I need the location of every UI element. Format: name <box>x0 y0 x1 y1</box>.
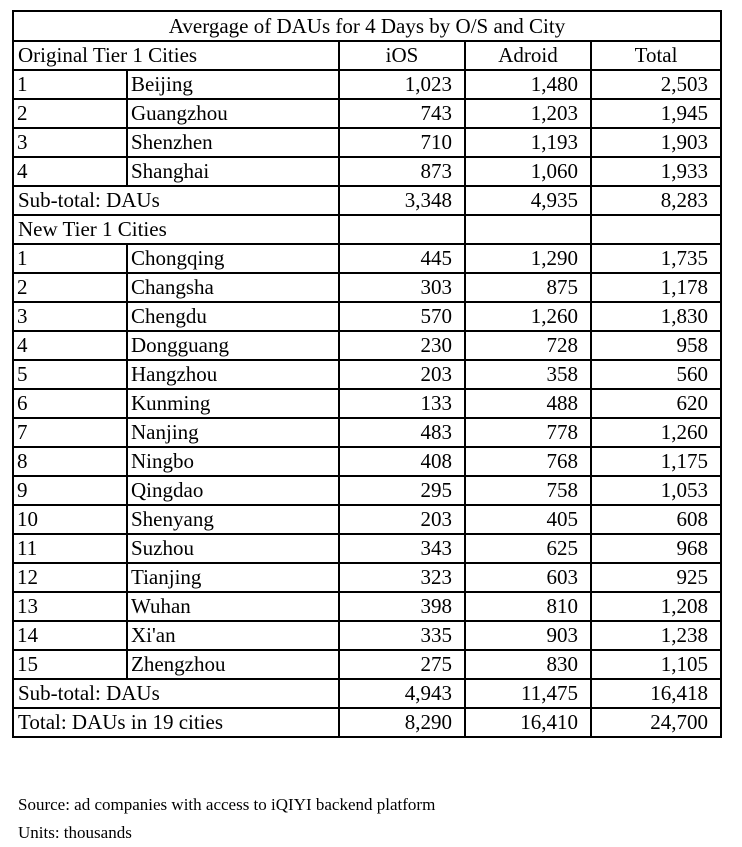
city-cell: Dongguang <box>127 331 339 360</box>
total-cell: 925 <box>591 563 721 592</box>
android-cell: 903 <box>465 621 591 650</box>
total-cell: 560 <box>591 360 721 389</box>
source-note: Source: ad companies with access to iQIYI backend platform <box>18 795 436 814</box>
subtotal-row-label: Sub-total: DAUs <box>13 679 339 708</box>
total-cell: 1,105 <box>591 650 721 679</box>
android-cell: 1,060 <box>465 157 591 186</box>
total-cell: 1,735 <box>591 244 721 273</box>
city-cell: Ningbo <box>127 447 339 476</box>
city-cell: Hangzhou <box>127 360 339 389</box>
grand-total-row-ios: 8,290 <box>339 708 465 737</box>
subtotal-row-total: 8,283 <box>591 186 721 215</box>
table-row <box>13 418 721 447</box>
rank-cell: 9 <box>13 476 127 505</box>
column-header-total: Total <box>591 41 721 70</box>
android-cell: 778 <box>465 418 591 447</box>
table-row <box>13 70 721 99</box>
rank-cell: 10 <box>13 505 127 534</box>
city-cell: Chongqing <box>127 244 339 273</box>
total-cell: 968 <box>591 534 721 563</box>
subtotal-row-android: 4,935 <box>465 186 591 215</box>
android-cell: 728 <box>465 331 591 360</box>
android-cell: 830 <box>465 650 591 679</box>
ios-cell: 275 <box>339 650 465 679</box>
city-cell: Guangzhou <box>127 99 339 128</box>
subtotal-row-android: 11,475 <box>465 679 591 708</box>
ios-cell: 203 <box>339 505 465 534</box>
city-cell: Qingdao <box>127 476 339 505</box>
android-cell: 768 <box>465 447 591 476</box>
rank-cell: 4 <box>13 157 127 186</box>
grand-total-row <box>13 708 721 737</box>
column-header-ios: iOS <box>339 41 465 70</box>
table-row <box>13 360 721 389</box>
empty-cell <box>339 215 465 244</box>
section-label: Original Tier 1 Cities <box>13 41 339 70</box>
city-cell: Shenyang <box>127 505 339 534</box>
city-cell: Chengdu <box>127 302 339 331</box>
android-cell: 603 <box>465 563 591 592</box>
rank-cell: 11 <box>13 534 127 563</box>
table-row <box>13 650 721 679</box>
total-cell: 1,830 <box>591 302 721 331</box>
rank-cell: 15 <box>13 650 127 679</box>
total-cell: 1,260 <box>591 418 721 447</box>
table-row <box>13 331 721 360</box>
rank-cell: 3 <box>13 128 127 157</box>
total-cell: 1,238 <box>591 621 721 650</box>
table-row <box>13 302 721 331</box>
ios-cell: 335 <box>339 621 465 650</box>
rank-cell: 1 <box>13 244 127 273</box>
table-row <box>13 563 721 592</box>
grand-total-row-android: 16,410 <box>465 708 591 737</box>
ios-cell: 133 <box>339 389 465 418</box>
rank-cell: 1 <box>13 70 127 99</box>
total-cell: 1,933 <box>591 157 721 186</box>
city-cell: Beijing <box>127 70 339 99</box>
city-cell: Wuhan <box>127 592 339 621</box>
android-cell: 1,203 <box>465 99 591 128</box>
table-row <box>13 128 721 157</box>
table-row <box>13 99 721 128</box>
table-row <box>13 505 721 534</box>
total-cell: 620 <box>591 389 721 418</box>
city-cell: Xi'an <box>127 621 339 650</box>
table-row <box>13 476 721 505</box>
subtotal-row <box>13 679 721 708</box>
rank-cell: 8 <box>13 447 127 476</box>
total-cell: 1,175 <box>591 447 721 476</box>
dau-table <box>12 10 722 738</box>
ios-cell: 323 <box>339 563 465 592</box>
ios-cell: 710 <box>339 128 465 157</box>
table-row <box>13 273 721 302</box>
total-cell: 2,503 <box>591 70 721 99</box>
rank-cell: 2 <box>13 99 127 128</box>
city-cell: Shanghai <box>127 157 339 186</box>
city-cell: Zhengzhou <box>127 650 339 679</box>
units-note: Units: thousands <box>18 823 132 842</box>
section-label: New Tier 1 Cities <box>13 215 339 244</box>
total-cell: 1,945 <box>591 99 721 128</box>
city-cell: Suzhou <box>127 534 339 563</box>
rank-cell: 2 <box>13 273 127 302</box>
grand-total-row-total: 24,700 <box>591 708 721 737</box>
android-cell: 810 <box>465 592 591 621</box>
grand-total-row-label: Total: DAUs in 19 cities <box>13 708 339 737</box>
rank-cell: 13 <box>13 592 127 621</box>
ios-cell: 1,023 <box>339 70 465 99</box>
city-cell: Tianjing <box>127 563 339 592</box>
ios-cell: 203 <box>339 360 465 389</box>
rank-cell: 3 <box>13 302 127 331</box>
table-row <box>13 389 721 418</box>
ios-cell: 445 <box>339 244 465 273</box>
rank-cell: 5 <box>13 360 127 389</box>
android-cell: 1,480 <box>465 70 591 99</box>
empty-cell <box>465 215 591 244</box>
section-header-row <box>13 215 721 244</box>
subtotal-row-total: 16,418 <box>591 679 721 708</box>
ios-cell: 230 <box>339 331 465 360</box>
android-cell: 875 <box>465 273 591 302</box>
ios-cell: 303 <box>339 273 465 302</box>
ios-cell: 743 <box>339 99 465 128</box>
android-cell: 625 <box>465 534 591 563</box>
rank-cell: 14 <box>13 621 127 650</box>
total-cell: 608 <box>591 505 721 534</box>
column-header-android: Adroid <box>465 41 591 70</box>
table-row <box>13 621 721 650</box>
subtotal-row-label: Sub-total: DAUs <box>13 186 339 215</box>
rank-cell: 7 <box>13 418 127 447</box>
rank-cell: 4 <box>13 331 127 360</box>
total-cell: 1,903 <box>591 128 721 157</box>
android-cell: 1,290 <box>465 244 591 273</box>
empty-cell <box>591 215 721 244</box>
android-cell: 405 <box>465 505 591 534</box>
table-notes <box>18 791 435 847</box>
table-row <box>13 244 721 273</box>
ios-cell: 295 <box>339 476 465 505</box>
android-cell: 358 <box>465 360 591 389</box>
android-cell: 1,260 <box>465 302 591 331</box>
table-title-row <box>13 11 721 41</box>
ios-cell: 873 <box>339 157 465 186</box>
total-cell: 958 <box>591 331 721 360</box>
city-cell: Changsha <box>127 273 339 302</box>
subtotal-row-ios: 4,943 <box>339 679 465 708</box>
rank-cell: 6 <box>13 389 127 418</box>
section-header-row <box>13 41 721 70</box>
ios-cell: 483 <box>339 418 465 447</box>
android-cell: 1,193 <box>465 128 591 157</box>
city-cell: Kunming <box>127 389 339 418</box>
city-cell: Nanjing <box>127 418 339 447</box>
ios-cell: 570 <box>339 302 465 331</box>
android-cell: 488 <box>465 389 591 418</box>
table-title: Avergage of DAUs for 4 Days by O/S and City <box>13 11 721 41</box>
table-row <box>13 534 721 563</box>
rank-cell: 12 <box>13 563 127 592</box>
ios-cell: 408 <box>339 447 465 476</box>
android-cell: 758 <box>465 476 591 505</box>
city-cell: Shenzhen <box>127 128 339 157</box>
ios-cell: 343 <box>339 534 465 563</box>
ios-cell: 398 <box>339 592 465 621</box>
subtotal-row <box>13 186 721 215</box>
table-row <box>13 157 721 186</box>
table-row <box>13 447 721 476</box>
table-row <box>13 592 721 621</box>
total-cell: 1,208 <box>591 592 721 621</box>
total-cell: 1,178 <box>591 273 721 302</box>
subtotal-row-ios: 3,348 <box>339 186 465 215</box>
total-cell: 1,053 <box>591 476 721 505</box>
